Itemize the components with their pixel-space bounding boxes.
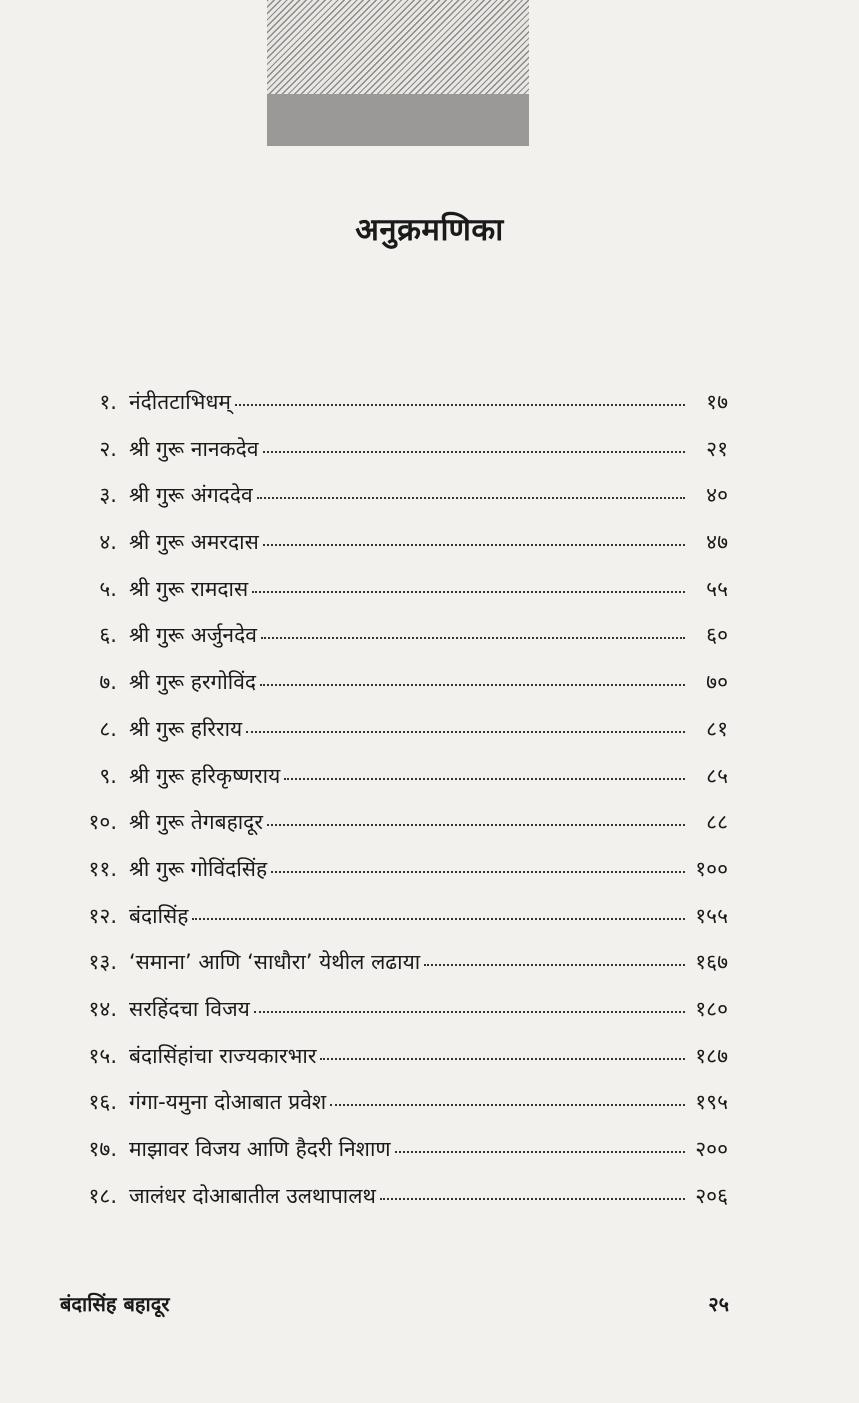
toc-entry-number: १६. [88, 1090, 117, 1115]
toc-dot-leader [260, 684, 685, 686]
toc-entry-number: १५. [88, 1043, 117, 1068]
toc-dot-leader [380, 1198, 685, 1200]
toc-entry-number: १७. [88, 1137, 117, 1161]
toc-entry-title: माझावर विजय आणि हैदरी निशाण [129, 1137, 391, 1161]
toc-entry-title: ‘समाना’ आणि ‘साधौरा’ येथील लढाया [129, 950, 421, 975]
toc-entry [60, 716, 728, 766]
toc-dot-leader [284, 778, 685, 780]
toc-dot-leader [263, 544, 685, 546]
toc-entry-number: १. [99, 390, 117, 414]
toc-entry [60, 856, 728, 906]
toc-entry [60, 625, 728, 672]
toc-entry [60, 392, 728, 439]
toc-entry-number: १२. [88, 903, 117, 928]
toc-dot-leader [235, 404, 685, 406]
toc-entry-page: १८७ [695, 1043, 728, 1068]
toc-entry-number: ७. [99, 670, 117, 695]
header-hatch-pattern [267, 0, 529, 94]
toc-dot-leader [330, 1104, 685, 1106]
toc-entry-page: १५५ [695, 903, 728, 928]
toc-entry-number: १८. [88, 1183, 117, 1208]
toc-entry-page: २१ [706, 436, 728, 461]
toc-entry-title: गंगा-यमुना दोआबात प्रवेश [129, 1090, 327, 1115]
table-of-contents [60, 392, 728, 1232]
toc-entry-title: श्री गुरू अंगददेव [129, 483, 253, 508]
toc-entry-page: ४० [706, 483, 728, 508]
toc-entry [60, 576, 728, 626]
footer-page-number: २५ [708, 1292, 729, 1316]
header-solid-band [267, 94, 529, 146]
toc-dot-leader [254, 1011, 685, 1013]
toc-entry-title: नंदीतटाभिधम् [129, 390, 231, 414]
toc-entry-number: २. [99, 436, 117, 461]
toc-entry [60, 996, 728, 1046]
toc-dot-leader [252, 591, 685, 593]
toc-entry-page: ८८ [706, 810, 728, 835]
toc-entry-number: १३. [88, 950, 117, 975]
toc-entry-title: बंदासिंहांचा राज्यकारभार [129, 1043, 317, 1068]
toc-entry [60, 812, 728, 859]
toc-dot-leader [424, 964, 685, 966]
toc-dot-leader [192, 918, 685, 920]
toc-dot-leader [261, 637, 685, 639]
toc-entry-title: श्री गुरू रामदास [129, 576, 249, 601]
toc-entry [60, 672, 728, 719]
toc-entry [60, 763, 728, 813]
toc-entry-number: ३. [99, 483, 117, 508]
toc-entry-page: ६० [706, 623, 728, 648]
toc-dot-leader [257, 497, 685, 499]
toc-entry-page: २०० [695, 1137, 728, 1161]
toc-entry-number: १४. [88, 996, 117, 1021]
toc-entry-page: ७० [706, 670, 728, 695]
toc-entry-title: बंदासिंह [129, 903, 189, 928]
toc-entry-title: श्री गुरू हरिकृष्णराय [129, 763, 281, 788]
toc-dot-leader [267, 824, 685, 826]
toc-entry-number: ५. [99, 576, 117, 601]
toc-entry [60, 1139, 728, 1186]
toc-entry-title: श्री गुरू हरगोविंद [129, 670, 257, 695]
toc-entry [60, 485, 728, 532]
toc-entry-page: १९५ [695, 1090, 728, 1115]
toc-dot-leader [263, 451, 685, 453]
toc-entry [60, 1183, 728, 1233]
toc-entry-page: ८५ [706, 763, 728, 788]
toc-entry [60, 903, 728, 953]
toc-entry-title: जालंधर दोआबातील उलथापालथ [129, 1183, 376, 1208]
toc-entry [60, 1092, 728, 1139]
toc-entry-page: १६७ [695, 950, 728, 975]
toc-entry-number: ४. [99, 530, 117, 555]
toc-entry-title: श्री गुरू अर्जुनदेव [129, 623, 257, 648]
toc-entry-number: १०. [88, 810, 117, 835]
toc-entry-page: ४७ [706, 530, 728, 555]
toc-entry-number: ८. [99, 716, 117, 741]
toc-entry-title: श्री गुरू नानकदेव [129, 436, 259, 461]
toc-dot-leader [320, 1058, 685, 1060]
toc-entry [60, 436, 728, 486]
toc-entry-page: ८१ [706, 716, 728, 741]
toc-dot-leader [271, 871, 685, 873]
toc-entry [60, 1043, 728, 1093]
toc-entry-number: ११. [88, 856, 117, 881]
toc-entry-page: १०० [695, 856, 728, 881]
toc-entry-page: ५५ [706, 576, 728, 601]
footer-book-title: बंदासिंह बहादूर [60, 1292, 170, 1316]
page-title: अनुक्रमणिका [355, 212, 504, 248]
toc-dot-leader [246, 731, 685, 733]
toc-dot-leader [395, 1151, 685, 1153]
toc-entry-title: श्री गुरू गोविंदसिंह [129, 856, 268, 881]
toc-entry-title: श्री गुरू हरिराय [129, 716, 243, 741]
header-decoration [267, 0, 529, 146]
toc-entry-title: श्री गुरू तेगबहादूर [129, 810, 263, 835]
toc-entry-page: २०६ [695, 1183, 728, 1208]
toc-entry-number: ९. [99, 763, 117, 788]
toc-entry [60, 952, 728, 999]
toc-entry-title: सरहिंदचा विजय [129, 996, 250, 1021]
toc-entry-page: १७ [706, 390, 728, 414]
toc-entry [60, 532, 728, 579]
toc-entry-number: ६. [99, 623, 117, 648]
toc-entry-title: श्री गुरू अमरदास [129, 530, 259, 555]
toc-entry-page: १८० [695, 996, 728, 1021]
